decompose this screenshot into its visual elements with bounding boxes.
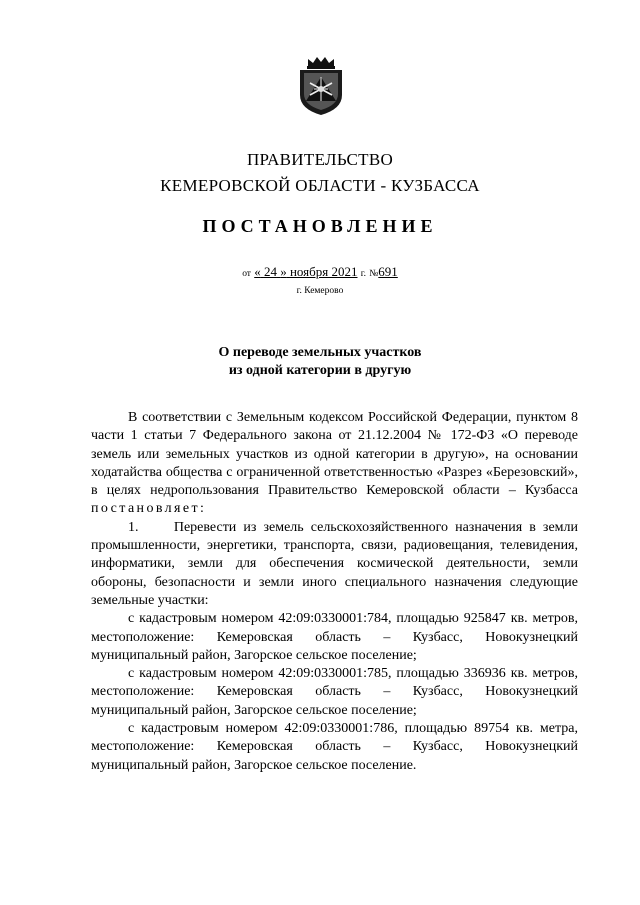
document-city: г. Кемерово [296, 286, 344, 296]
date-month-year: ноября 2021 [289, 264, 358, 279]
preamble-text: В соответствии с Земельным кодексом Российской Федерации, пунктом 8 части 1 статьи 7 Федерального закона от 21.12.2004 № 172-ФЗ «О переводе земель или земельных участков из одной категории в другую», на основании ходатайства общества с ограниченной ответственностью «Разрез «Березовский», в целях недропользования Правительство Кемеровской области – Кузбасса [91, 410, 578, 499]
item-1-paragraph: 1. Перевести из земель сельскохозяйственного назначения в земли промышленности, энергетики, транспорта, связи, радиовещания, телевидения, информатики, земли для обеспечения космической деятельности, земли обороны, безопасности и земли иного специального назначения следующие земельные участки: [91, 519, 578, 608]
document-type-title: ПОСТАНОВЛЕНИЕ [202, 216, 438, 236]
government-name-line1: ПРАВИТЕЛЬСТВО [246, 150, 394, 169]
date-year-suffix: г. [360, 269, 366, 279]
date-close-quote: » [280, 264, 287, 279]
subject-line1: О переводе земельных участков [218, 345, 422, 360]
document-number: 691 [378, 264, 398, 279]
date-day: 24 [263, 264, 277, 279]
date-from-label: от [242, 269, 251, 279]
document-dateline [0, 264, 640, 280]
decree-word: постановляет [91, 501, 201, 517]
kuzbass-coat-of-arms-icon [296, 55, 346, 117]
parcel-paragraph: с кадастровым номером 42:09:0330001:786, площадью 89754 кв. метра, местоположение: Кемеровская область – Кузбасс, Новокузнецкий муниципальный район, Загорское сельское поселение. [91, 721, 578, 773]
decree-colon: : [200, 501, 204, 517]
subject-line2: из одной категории в другую [228, 363, 412, 378]
preamble-paragraph [91, 409, 578, 519]
number-sign: № [369, 269, 379, 279]
parcel-paragraph: с кадастровым номером 42:09:0330001:784, площадью 925847 кв. метров, местоположение: Кемеровская область – Кузбасс, Новокузнецкий муниципальный район, Загорское сельское поселение; [91, 611, 578, 663]
government-name-line2: КЕМЕРОВСКОЙ ОБЛАСТИ - КУЗБАССА [160, 176, 480, 195]
document-body [91, 409, 578, 775]
document-subject [0, 344, 640, 380]
parcel-paragraph: с кадастровым номером 42:09:0330001:785, площадью 336936 кв. метров, местоположение: Кемеровская область – Кузбасс, Новокузнецкий муниципальный район, Загорское сельское поселение; [91, 666, 578, 718]
date-open-quote: « [254, 264, 261, 279]
